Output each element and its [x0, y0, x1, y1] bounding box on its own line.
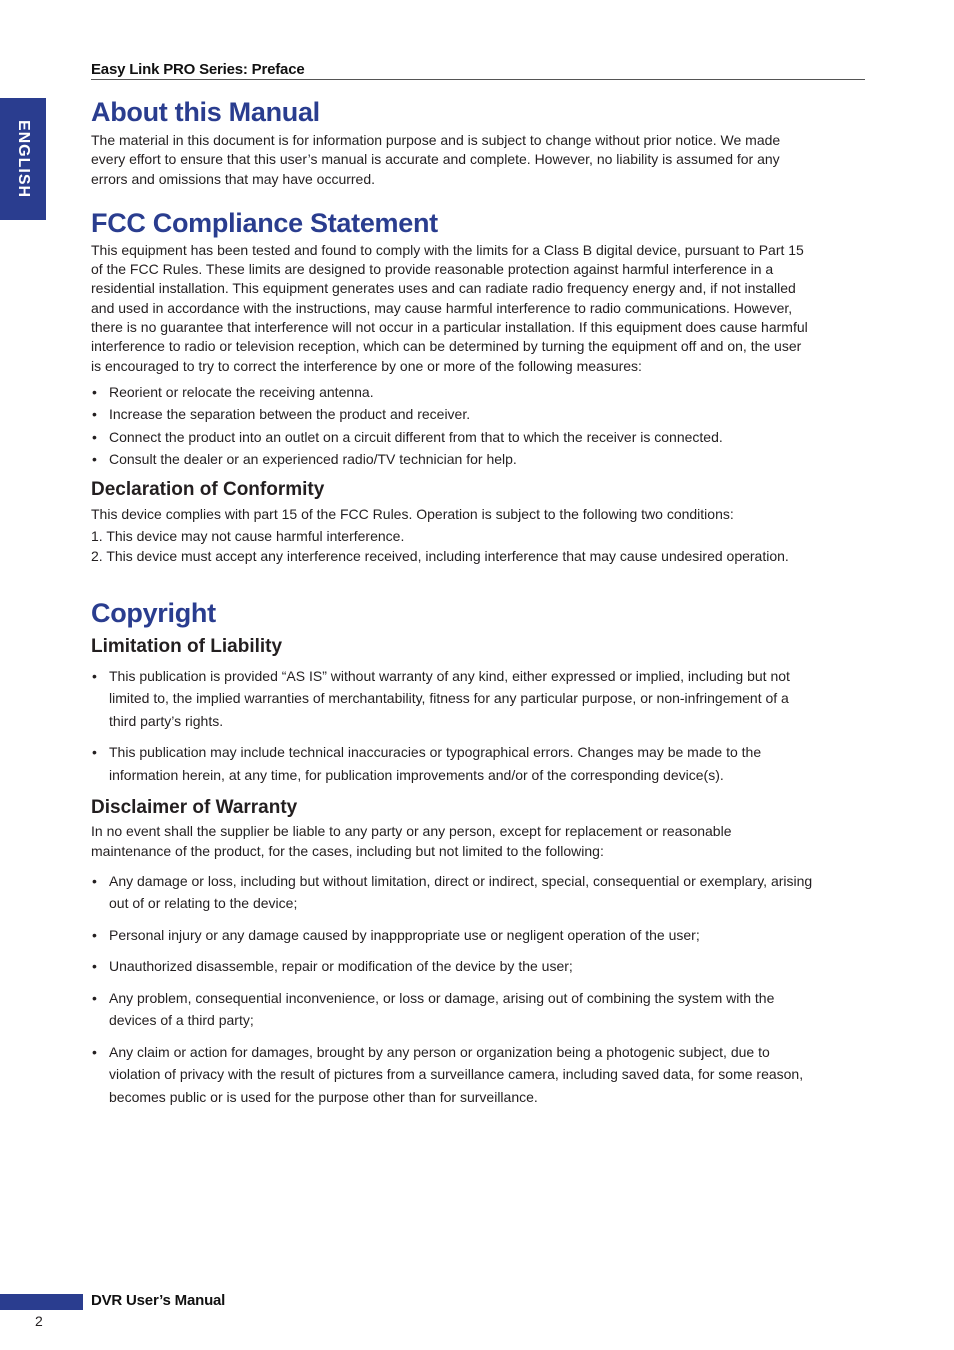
list-item: • Connect the product into an outlet on a circuit different from that to which the receiver is connected.	[91, 428, 813, 447]
fcc-compliance-heading: FCC Compliance Statement	[91, 207, 438, 238]
list-item: • Personal injury or any damage caused by inapppropriate use or negligent operation of the user;	[91, 924, 813, 947]
language-tab-label: ENGLISH	[15, 119, 32, 199]
page-content	[91, 95, 813, 1117]
language-tab	[0, 98, 46, 220]
copyright-heading: Copyright	[91, 597, 216, 628]
list-item: • This publication is provided “AS IS” without warranty of any kind, either expressed or implied, including but not limited to, the implied warranties of merchantability, fitness for any particular purpose, or non-infringement of a third party’s rights.	[91, 665, 813, 733]
conformity-conditions	[91, 526, 813, 567]
page-number: 2	[35, 1313, 43, 1329]
list-item: • Any damage or loss, including but without limitation, direct or indirect, special, consequential or exemplary, arising out of or relating to the device;	[91, 870, 813, 915]
fcc-compliance-text: This equipment has been tested and found to comply with the limits for a Class B digital device, pursuant to Part 15 of the FCC Rules. These limits are designed to provide reasonable protection against harmful interference in a residential installation. This equipment generates uses and can radiate radio frequency energy and, if not installed and used in accordance with the instructions, may cause harmful interference to radio communications. However, there is no guarantee that interference will not occur in a particular installation. If this equipment does cause harmful interference to radio or television reception, which can be determined by turning the equipment off and on, the user is encouraged to try to correct the interference by one or more of the following measures:	[91, 241, 808, 374]
about-manual-heading: About this Manual	[91, 97, 320, 127]
list-item: • Any problem, consequential inconvenience, or loss or damage, arising out of combining the system with the devices of a third party;	[91, 987, 813, 1032]
footer-accent-bar	[0, 1294, 83, 1310]
fcc-measures-list	[91, 383, 813, 470]
warranty-intro: In no event shall the supplier be liable to any party or any person, except for replacement or reasonable maintenance of the product, for the cases, including but not limited to the following:	[91, 823, 732, 859]
list-item: • Consult the dealer or an experienced radio/TV technician for help.	[91, 450, 813, 469]
list-item: • This publication may include technical inaccuracies or typographical errors. Changes may be made to the information herein, at any time, for publication improvements and/or of the corresponding device(s).	[91, 741, 813, 786]
footer-title: DVR User’s Manual	[91, 1292, 226, 1309]
warranty-heading: Disclaimer of Warranty	[91, 797, 298, 819]
condition-item: 2. This device must accept any interference received, including interference that may cause undesired operation.	[91, 548, 789, 565]
list-item: • Increase the separation between the product and receiver.	[91, 405, 813, 424]
running-header: Easy Link PRO Series: Preface	[91, 61, 865, 80]
list-item: • Any claim or action for damages, brought by any person or organization being a photogenic subject, due to violation of privacy with the result of pictures from a surveillance camera, including saved data, for some reason, becomes public or is used for the purpose other than for surveillance.	[91, 1041, 813, 1109]
liability-list	[91, 665, 813, 787]
about-manual-text: The material in this document is for information purpose and is subject to change without prior notice. We made every effort to ensure that this user’s manual is accurate and complete. However, no liability is assumed for any errors and omissions that may have occurred.	[91, 132, 781, 187]
warranty-list	[91, 870, 813, 1109]
condition-item: 1. This device may not cause harmful interference.	[91, 527, 405, 544]
conformity-heading: Declaration of Conformity	[91, 479, 325, 501]
conformity-intro: This device complies with part 15 of the FCC Rules. Operation is subject to the following two conditions:	[91, 506, 734, 523]
liability-heading: Limitation of Liability	[91, 635, 283, 657]
list-item: • Reorient or relocate the receiving antenna.	[91, 383, 813, 402]
list-item: • Unauthorized disassemble, repair or modification of the device by the user;	[91, 955, 813, 978]
